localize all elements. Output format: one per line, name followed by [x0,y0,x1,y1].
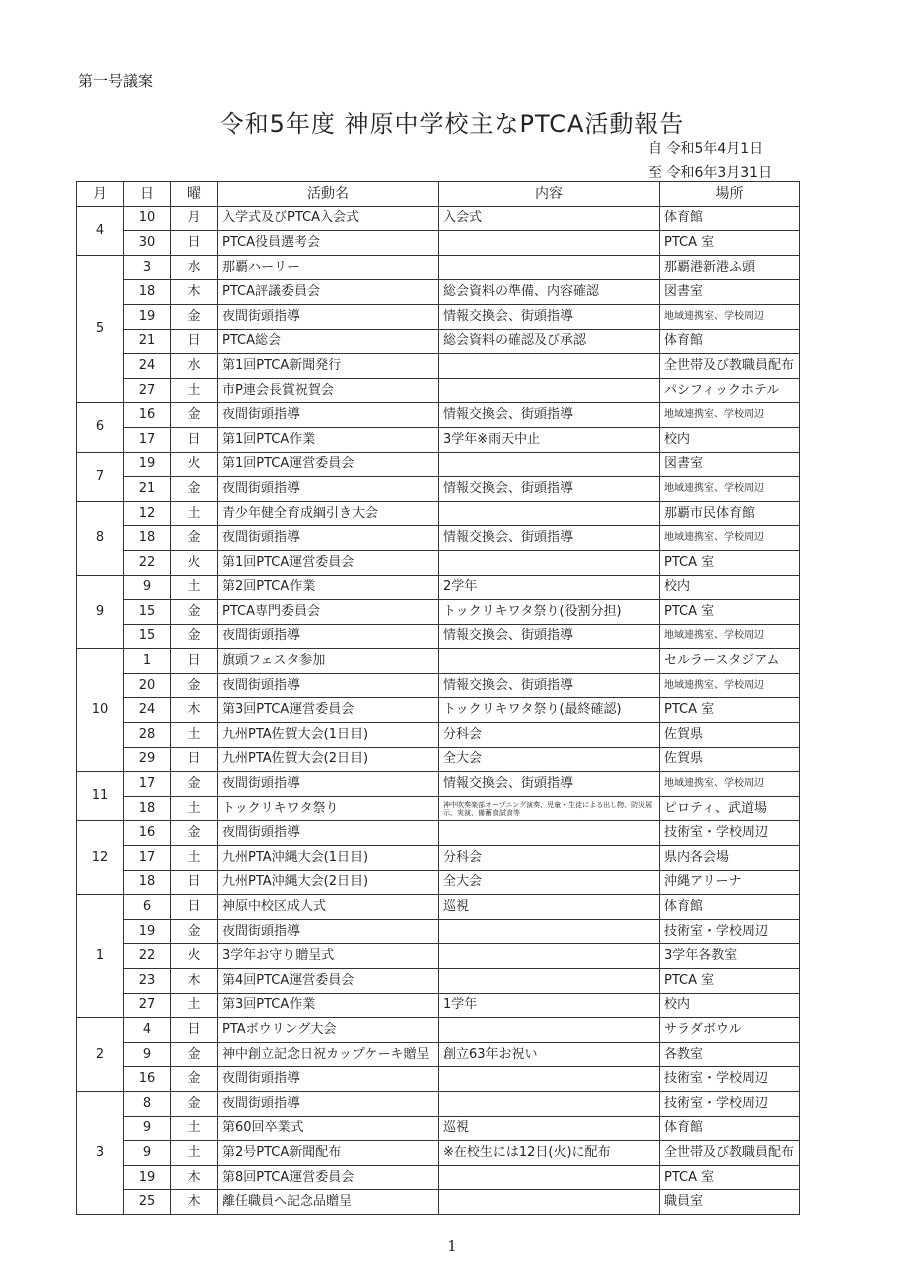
activity-cell: 第1回PTCA新聞発行 [218,354,439,379]
content-cell: 全大会 [439,870,660,895]
place-cell: 佐賀県 [660,747,800,772]
day-cell: 19 [124,1165,171,1190]
place-cell: PTCA 室 [660,969,800,994]
activity-cell: 夜間街頭指導 [218,1091,439,1116]
table-row [77,354,800,379]
content-cell: トックリキワタ祭り(最終確認) [439,698,660,723]
content-cell: 情報交換会、街頭指導 [439,304,660,329]
place-cell: サラダボウル [660,1018,800,1043]
weekday-cell: 火 [171,550,218,575]
day-cell: 9 [124,1116,171,1141]
day-cell: 22 [124,550,171,575]
activity-cell: 九州PTA佐賀大会(2日目) [218,747,439,772]
month-cell: 9 [77,575,124,649]
table-row [77,1116,800,1141]
table-row [77,846,800,871]
table-row [77,673,800,698]
weekday-cell: 日 [171,895,218,920]
weekday-cell: 土 [171,1116,218,1141]
table-row [77,1042,800,1067]
weekday-cell: 土 [171,796,218,821]
weekday-cell: 日 [171,747,218,772]
weekday-cell: 金 [171,304,218,329]
content-cell: 情報交換会、街頭指導 [439,673,660,698]
weekday-cell: 日 [171,870,218,895]
content-cell [439,1165,660,1190]
table-body [77,206,800,1214]
table-row [77,550,800,575]
day-cell: 17 [124,772,171,797]
place-cell: ピロティ、武道場 [660,796,800,821]
content-cell: 情報交換会、街頭指導 [439,403,660,428]
day-cell: 24 [124,354,171,379]
day-cell: 19 [124,919,171,944]
table-row [77,255,800,280]
content-cell: 創立63年お祝い [439,1042,660,1067]
activity-cell: 3学年お守り贈呈式 [218,944,439,969]
table-row [77,723,800,748]
place-cell: 地域連携室、学校周辺 [660,526,800,551]
day-cell: 15 [124,624,171,649]
activity-cell: 第1回PTCA作業 [218,427,439,452]
activity-cell: トックリキワタ祭り [218,796,439,821]
activity-cell: 第3回PTCA運営委員会 [218,698,439,723]
place-cell: 全世帯及び教職員配布 [660,354,800,379]
month-cell: 7 [77,452,124,501]
place-cell: 職員室 [660,1190,800,1215]
day-cell: 18 [124,280,171,305]
content-cell [439,1190,660,1215]
page-number: 1 [447,1237,457,1255]
weekday-cell: 日 [171,427,218,452]
weekday-cell: 木 [171,280,218,305]
weekday-cell: 金 [171,1067,218,1092]
table-row [77,206,800,231]
activity-cell: 第1回PTCA運営委員会 [218,550,439,575]
weekday-cell: 土 [171,723,218,748]
table-row [77,747,800,772]
content-cell: 巡視 [439,1116,660,1141]
place-cell: 技術室・学校周辺 [660,1091,800,1116]
content-cell: 1学年 [439,993,660,1018]
content-cell: トックリキワタ祭り(役割分担) [439,600,660,625]
weekday-cell: 土 [171,1141,218,1166]
column-header-place: 場所 [660,182,800,207]
month-cell: 11 [77,772,124,821]
content-cell: ※在校生には12日(火)に配布 [439,1141,660,1166]
table-row [77,501,800,526]
table-row [77,698,800,723]
table-row [77,600,800,625]
weekday-cell: 水 [171,354,218,379]
day-cell: 8 [124,1091,171,1116]
day-cell: 22 [124,944,171,969]
activity-cell: 第4回PTCA運営委員会 [218,969,439,994]
table-row [77,649,800,674]
activity-cell: 神中創立記念日祝カップケーキ贈呈 [218,1042,439,1067]
day-cell: 18 [124,870,171,895]
activity-cell: 夜間街頭指導 [218,624,439,649]
activity-cell: 夜間街頭指導 [218,1067,439,1092]
table-row [77,477,800,502]
month-cell: 10 [77,649,124,772]
content-cell: 全大会 [439,747,660,772]
content-cell: 情報交換会、街頭指導 [439,772,660,797]
period-to: 至 令和6年3月31日 [648,165,773,181]
content-cell [439,231,660,256]
place-cell: 校内 [660,575,800,600]
month-cell: 5 [77,255,124,403]
month-cell: 1 [77,895,124,1018]
place-cell: 地域連携室、学校周辺 [660,477,800,502]
place-cell: 県内各会場 [660,846,800,871]
activity-cell: 青少年健全育成綱引き大会 [218,501,439,526]
day-cell: 20 [124,673,171,698]
day-cell: 16 [124,1067,171,1092]
activity-cell: 第2号PTCA新聞配布 [218,1141,439,1166]
place-cell: 3学年各教室 [660,944,800,969]
table-row [77,304,800,329]
day-cell: 17 [124,846,171,871]
day-cell: 27 [124,993,171,1018]
content-cell [439,944,660,969]
weekday-cell: 木 [171,1165,218,1190]
day-cell: 9 [124,1141,171,1166]
content-cell [439,821,660,846]
activity-cell: 九州PTA沖縄大会(2日目) [218,870,439,895]
activity-cell: 夜間街頭指導 [218,821,439,846]
table-row [77,427,800,452]
table-row [77,280,800,305]
place-cell: 校内 [660,993,800,1018]
day-cell: 9 [124,575,171,600]
content-cell [439,550,660,575]
weekday-cell: 金 [171,1091,218,1116]
agenda-label: 第一号議案 [78,72,154,90]
column-header-activity: 活動名 [218,182,439,207]
month-cell: 8 [77,501,124,575]
weekday-cell: 金 [171,821,218,846]
weekday-cell: 金 [171,1042,218,1067]
place-cell: 地域連携室、学校周辺 [660,673,800,698]
day-cell: 18 [124,526,171,551]
table-row [77,1091,800,1116]
place-cell: 地域連携室、学校周辺 [660,624,800,649]
place-cell: 技術室・学校周辺 [660,919,800,944]
activity-cell: 夜間街頭指導 [218,526,439,551]
weekday-cell: 土 [171,378,218,403]
table-row [77,526,800,551]
activity-cell: 夜間街頭指導 [218,477,439,502]
table-row [77,993,800,1018]
activity-cell: 夜間街頭指導 [218,673,439,698]
activity-cell: 第2回PTCA作業 [218,575,439,600]
activity-cell: 那覇ハーリー [218,255,439,280]
table-row [77,969,800,994]
day-cell: 21 [124,477,171,502]
activity-cell: 夜間街頭指導 [218,772,439,797]
content-cell: 入会式 [439,206,660,231]
table-row [77,1141,800,1166]
column-header-content: 内容 [439,182,660,207]
table-row [77,329,800,354]
activity-cell: PTAボウリング大会 [218,1018,439,1043]
weekday-cell: 金 [171,477,218,502]
activity-cell: 第1回PTCA運営委員会 [218,452,439,477]
content-cell [439,1067,660,1092]
content-cell [439,649,660,674]
activity-cell: 離任職員へ記念品贈呈 [218,1190,439,1215]
day-cell: 23 [124,969,171,994]
activity-cell: 夜間街頭指導 [218,403,439,428]
table-row [77,624,800,649]
day-cell: 27 [124,378,171,403]
day-cell: 16 [124,403,171,428]
table-row [77,944,800,969]
month-cell: 3 [77,1091,124,1214]
content-cell [439,501,660,526]
weekday-cell: 金 [171,673,218,698]
month-cell: 4 [77,206,124,255]
table-row [77,870,800,895]
weekday-cell: 日 [171,231,218,256]
activity-cell: PTCA評議委員会 [218,280,439,305]
weekday-cell: 火 [171,452,218,477]
table-header-row [77,182,800,207]
place-cell: 地域連携室、学校周辺 [660,403,800,428]
place-cell: パシフィックホテル [660,378,800,403]
weekday-cell: 金 [171,919,218,944]
page-title: 令和5年度 神原中学校主なPTCA活動報告 [219,110,685,138]
activity-cell: 入学式及びPTCA入会式 [218,206,439,231]
place-cell: 那覇港新港ふ頭 [660,255,800,280]
day-cell: 29 [124,747,171,772]
place-cell: 校内 [660,427,800,452]
place-cell: 各教室 [660,1042,800,1067]
place-cell: 図書室 [660,280,800,305]
day-cell: 4 [124,1018,171,1043]
place-cell: 体育館 [660,1116,800,1141]
day-cell: 24 [124,698,171,723]
place-cell: 地域連携室、学校周辺 [660,772,800,797]
weekday-cell: 日 [171,649,218,674]
content-cell [439,255,660,280]
weekday-cell: 土 [171,575,218,600]
column-header-month: 月 [77,182,124,207]
table-row [77,772,800,797]
weekday-cell: 土 [171,846,218,871]
table-row [77,895,800,920]
content-cell [439,452,660,477]
day-cell: 6 [124,895,171,920]
activity-cell: 市P連会長賞祝賀会 [218,378,439,403]
weekday-cell: 木 [171,698,218,723]
activity-cell: 神原中校区成人式 [218,895,439,920]
weekday-cell: 月 [171,206,218,231]
content-cell: 総会資料の準備、内容確認 [439,280,660,305]
day-cell: 17 [124,427,171,452]
activity-table [76,181,800,1215]
content-cell [439,378,660,403]
day-cell: 30 [124,231,171,256]
activity-cell: 夜間街頭指導 [218,304,439,329]
weekday-cell: 火 [171,944,218,969]
month-cell: 6 [77,403,124,452]
weekday-cell: 金 [171,526,218,551]
activity-cell: 第60回卒業式 [218,1116,439,1141]
activity-cell: 第8回PTCA運営委員会 [218,1165,439,1190]
place-cell: PTCA 室 [660,698,800,723]
weekday-cell: 土 [171,501,218,526]
day-cell: 19 [124,304,171,329]
day-cell: 19 [124,452,171,477]
place-cell: 技術室・学校周辺 [660,821,800,846]
day-cell: 18 [124,796,171,821]
content-cell: 分科会 [439,846,660,871]
place-cell: 那覇市民体育館 [660,501,800,526]
activity-cell: 九州PTA沖縄大会(1日目) [218,846,439,871]
content-cell: 情報交換会、街頭指導 [439,477,660,502]
place-cell: 沖縄アリーナ [660,870,800,895]
day-cell: 16 [124,821,171,846]
table-row [77,821,800,846]
place-cell: セルラースタジアム [660,649,800,674]
weekday-cell: 土 [171,993,218,1018]
place-cell: 図書室 [660,452,800,477]
day-cell: 28 [124,723,171,748]
activity-cell: PTCA専門委員会 [218,600,439,625]
content-cell: 2学年 [439,575,660,600]
place-cell: 技術室・学校周辺 [660,1067,800,1092]
table-row [77,1067,800,1092]
table-row [77,1190,800,1215]
day-cell: 21 [124,329,171,354]
place-cell: PTCA 室 [660,1165,800,1190]
weekday-cell: 日 [171,1018,218,1043]
content-cell: 総会資料の確認及び承認 [439,329,660,354]
place-cell: PTCA 室 [660,600,800,625]
table-row [77,575,800,600]
activity-cell: PTCA役員選考会 [218,231,439,256]
month-cell: 12 [77,821,124,895]
content-cell [439,1018,660,1043]
day-cell: 9 [124,1042,171,1067]
weekday-cell: 日 [171,329,218,354]
place-cell: PTCA 室 [660,231,800,256]
table-row [77,1018,800,1043]
table-row [77,403,800,428]
content-cell: 情報交換会、街頭指導 [439,526,660,551]
activity-cell: PTCA総会 [218,329,439,354]
content-cell: 3学年※雨天中止 [439,427,660,452]
content-cell [439,969,660,994]
weekday-cell: 金 [171,624,218,649]
table-row [77,231,800,256]
content-cell: 巡視 [439,895,660,920]
table-row [77,919,800,944]
period-from: 自 令和5年4月1日 [648,141,764,157]
day-cell: 12 [124,501,171,526]
content-cell [439,1091,660,1116]
content-cell [439,354,660,379]
activity-cell: 第3回PTCA作業 [218,993,439,1018]
place-cell: 体育館 [660,329,800,354]
table-row [77,378,800,403]
day-cell: 25 [124,1190,171,1215]
column-header-day: 日 [124,182,171,207]
weekday-cell: 木 [171,1190,218,1215]
content-cell [439,919,660,944]
place-cell: 佐賀県 [660,723,800,748]
activity-cell: 夜間街頭指導 [218,919,439,944]
place-cell: 体育館 [660,895,800,920]
activity-cell: 九州PTA佐賀大会(1日目) [218,723,439,748]
place-cell: 体育館 [660,206,800,231]
weekday-cell: 水 [171,255,218,280]
day-cell: 1 [124,649,171,674]
activity-cell: 旗頭フェスタ参加 [218,649,439,674]
content-cell: 分科会 [439,723,660,748]
month-cell: 2 [77,1018,124,1092]
day-cell: 15 [124,600,171,625]
content-cell: 神中吹奏楽部オープニング演奏、児童・生徒による出し物、防災展示、実演、備蓄食試食等 [439,796,660,821]
weekday-cell: 金 [171,403,218,428]
weekday-cell: 金 [171,600,218,625]
content-cell: 情報交換会、街頭指導 [439,624,660,649]
column-header-weekday: 曜 [171,182,218,207]
weekday-cell: 木 [171,969,218,994]
place-cell: PTCA 室 [660,550,800,575]
day-cell: 3 [124,255,171,280]
place-cell: 地域連携室、学校周辺 [660,304,800,329]
weekday-cell: 金 [171,772,218,797]
day-cell: 10 [124,206,171,231]
table-row [77,796,800,821]
place-cell: 全世帯及び教職員配布 [660,1141,800,1166]
table-row [77,1165,800,1190]
table-row [77,452,800,477]
